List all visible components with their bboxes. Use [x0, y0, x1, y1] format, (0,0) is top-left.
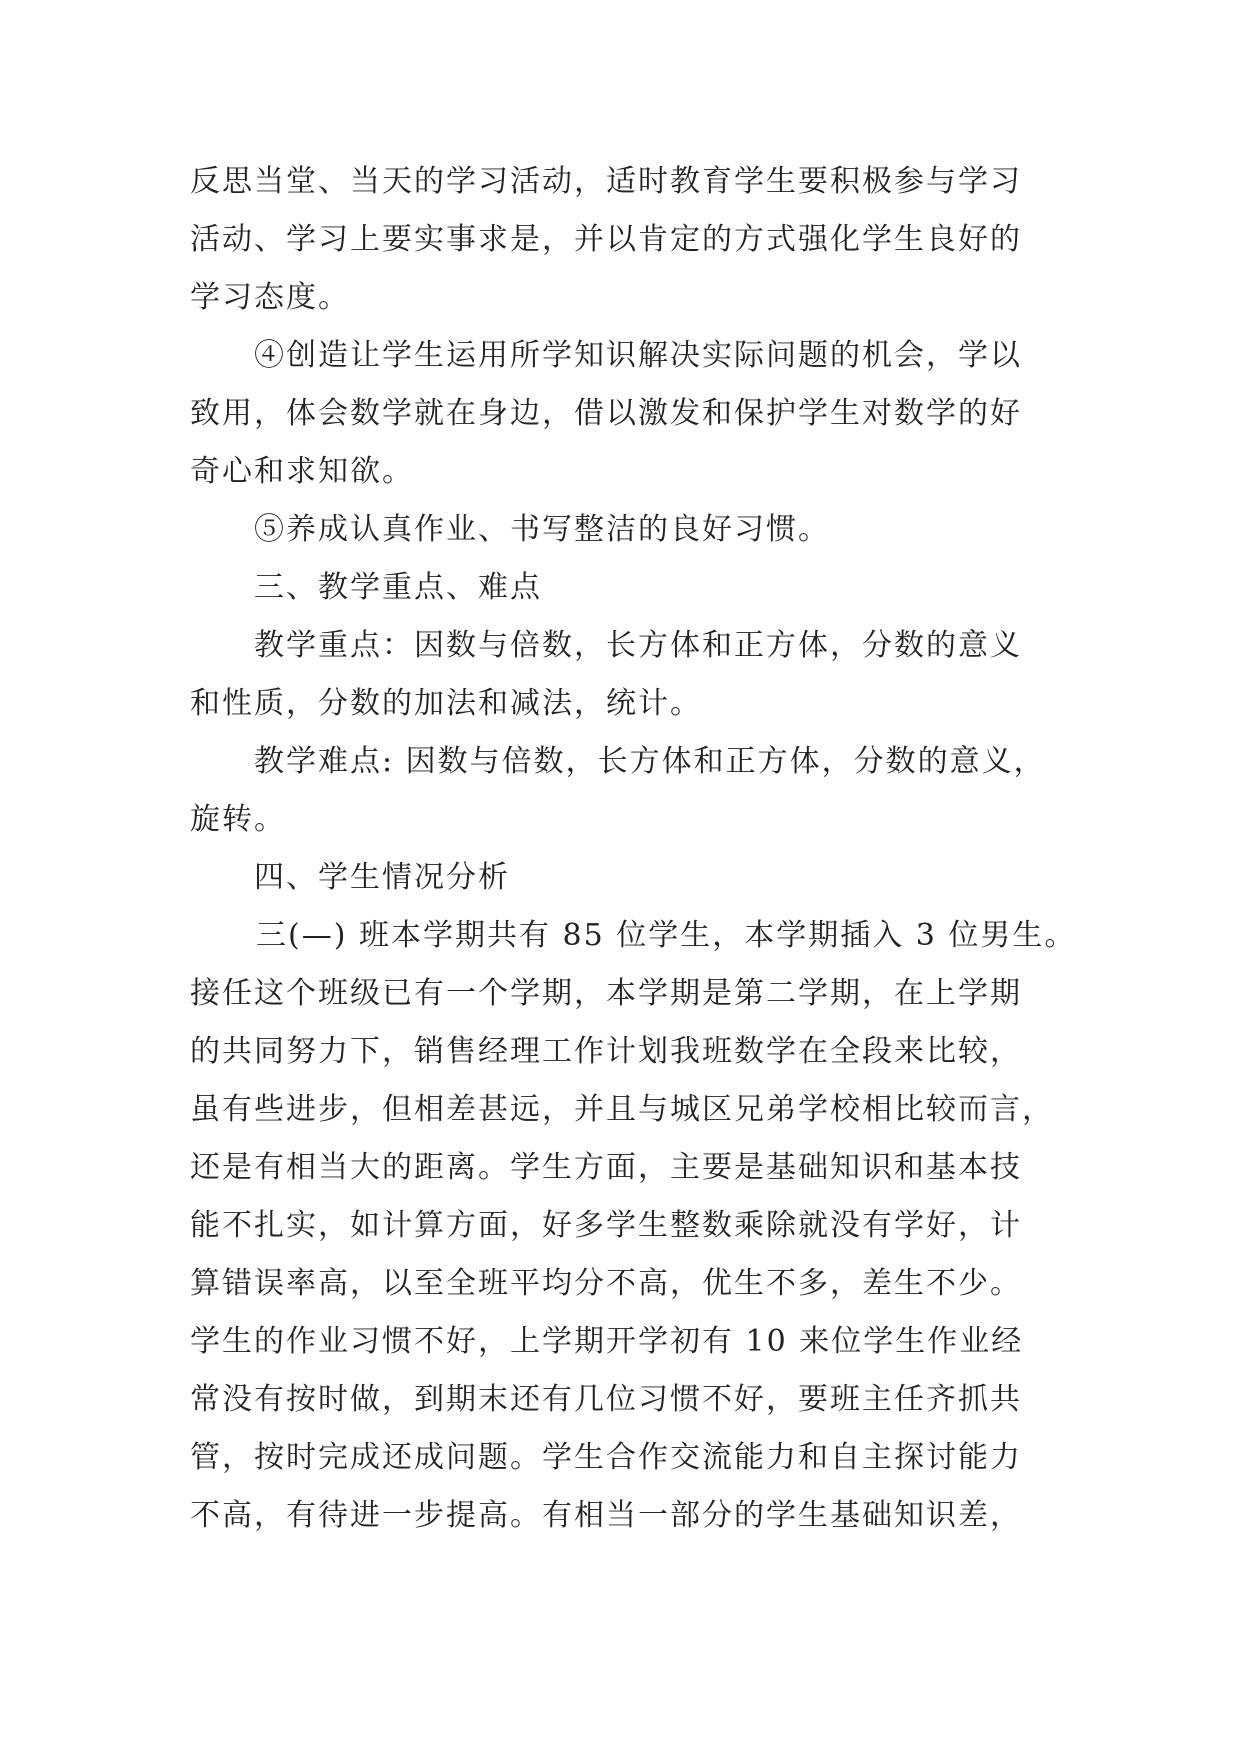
document-body: [190, 153, 1077, 1545]
text-line: 接任这个班级已有一个学期，本学期是第二学期，在上学期: [190, 976, 1022, 1011]
text-line: 教学重点：因数与倍数，长方体和正方体，分数的意义: [254, 628, 1022, 663]
text-line: 能不扎实，如计算方面，好多学生整数乘除就没有学好，计: [190, 1208, 1022, 1243]
text-line: 反思当堂、当天的学习活动，适时教育学生要积极参与学习: [190, 164, 1022, 199]
text-line: 不高，有待进一步提高。有相当一部分的学生基础知识差，: [190, 1498, 1022, 1533]
text-line: 三(—) 班本学期共有 85 位学生，本学期插入 3 位男生。: [256, 918, 1077, 953]
text-line: 的共同努力下，销售经理工作计划我班数学在全段来比较，: [190, 1034, 1022, 1069]
text-line: 致用，体会数学就在身边，借以激发和保护学生对数学的好: [190, 396, 1022, 431]
text-line: 管，按时完成还成问题。学生合作交流能力和自主探讨能力: [190, 1440, 1022, 1475]
text-line: ④创造让学生运用所学知识解决实际问题的机会，学以: [254, 338, 1022, 373]
text-line: 教学难点: 因数与倍数，长方体和正方体，分数的意义，: [254, 744, 1046, 779]
text-line: 奇心和求知欲。: [190, 454, 414, 489]
text-line: 学习态度。: [190, 280, 350, 315]
text-line: 算错误率高，以至全班平均分不高，优生不多，差生不少。: [190, 1266, 1022, 1301]
text-line: 常没有按时做，到期末还有几位习惯不好，要班主任齐抓共: [190, 1382, 1022, 1417]
text-line: 虽有些进步，但相差甚远，并且与城区兄弟学校相比较而言，: [190, 1092, 1054, 1127]
text-line: 和性质，分数的加法和减法，统计。: [190, 686, 702, 721]
section-heading: 三、教学重点、难点: [254, 570, 542, 605]
text-line: ⑤养成认真作业、书写整洁的良好习惯。: [254, 512, 830, 547]
section-heading: 四、学生情况分析: [254, 860, 510, 895]
text-line: 旋转。: [190, 802, 286, 837]
text-line: 还是有相当大的距离。学生方面，主要是基础知识和基本技: [190, 1150, 1022, 1185]
text-line: 学生的作业习惯不好，上学期开学初有 10 来位学生作业经: [190, 1324, 1024, 1359]
text-line: 活动、学习上要实事求是，并以肯定的方式强化学生良好的: [190, 222, 1022, 257]
